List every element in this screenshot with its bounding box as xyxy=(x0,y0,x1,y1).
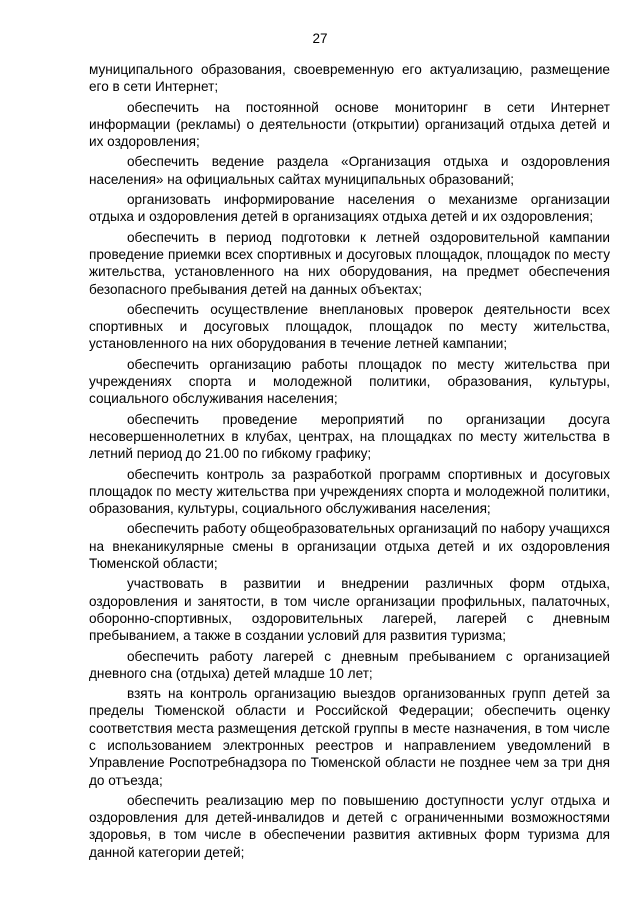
paragraph-group-trips: взять на контроль организацию выездов организованных групп детей за пределы Тюменской области и Российской Федерации; обеспечить оценку соответствия места размещения детской группы в месте назначения, в том числе с использованием электронных реестров и направлением уведомлений в Управление Роспотребнадзора по Тюменской области не позднее чем за три дня до отъезда; xyxy=(89,686,610,788)
paragraph-program-control: обеспечить контроль за разработкой программ спортивных и досуговых площадок по месту жительства при учреждениях спорта и молодежной политики, образования, культуры, социального обслуживания населения; xyxy=(89,466,610,517)
paragraph-leisure-events: обеспечить проведение мероприятий по организации досуга несовершеннолетних в клубах, центрах, на площадках по месту жительства в летний период до 21.00 по гибкому графику; xyxy=(89,411,610,462)
paragraph-internet-monitoring: обеспечить на постоянной основе мониторинг в сети Интернет информации (рекламы) о деятельности (открытии) организаций отдыха детей и их оздоровления; xyxy=(89,99,610,150)
page-number: 27 xyxy=(312,31,328,46)
paragraph-school-enrollment: обеспечить работу общеобразовательных организаций по набору учащихся на внеканикулярные смены в организации отдыха детей и их оздоровления Тюменской области; xyxy=(89,521,610,572)
paragraph-playground-operation: обеспечить организацию работы площадок по месту жительства при учреждениях спорта и молодежной политики, образования, культуры, социального обслуживания населения; xyxy=(89,356,610,407)
paragraph-playground-acceptance: обеспечить в период подготовки к летней оздоровительной кампании проведение приемки всех спортивных и досуговых площадок, площадок по месту жительства, установленного на них оборудования, на предмет обеспечения безопасного пребывания детей на данных объектах; xyxy=(89,229,610,297)
paragraph-unscheduled-inspections: обеспечить осуществление внеплановых проверок деятельности всех спортивных и досуговых площадок, площадок по месту жительства, установленного на них оборудования в течение летней кампании; xyxy=(89,301,610,352)
paragraph-inform-population: организовать информирование населения о механизме организации отдыха и оздоровления детей в организациях отдыха детей и их оздоровления; xyxy=(89,192,610,225)
paragraph-website-section: обеспечить ведение раздела «Организация отдыха и оздоровления населения» на официальных сайтах муниципальных образований; xyxy=(89,154,610,187)
document-body xyxy=(89,61,610,864)
paragraph-recreation-forms: участвовать в развитии и внедрении различных форм отдыха, оздоровления и занятости, в том числе организации профильных, палаточных, оборонно-спортивных, оздоровительных лагерей, лагерей с дневным пребыванием, а также в создании условий для развития туризма; xyxy=(89,576,610,644)
paragraph-day-camps: обеспечить работу лагерей с дневным пребыванием с организацией дневного сна (отдыха) детей младше 10 лет; xyxy=(89,648,610,681)
paragraph-accessibility: обеспечить реализацию мер по повышению доступности услуг отдыха и оздоровления для детей-инвалидов и детей с ограниченными возможностями здоровья, в том числе в обеспечении развития активных форм туризма для данной категории детей; xyxy=(89,792,610,860)
paragraph-continuation: муниципального образования, своевременную его актуализацию, размещение его в сети Интернет; xyxy=(89,62,610,95)
